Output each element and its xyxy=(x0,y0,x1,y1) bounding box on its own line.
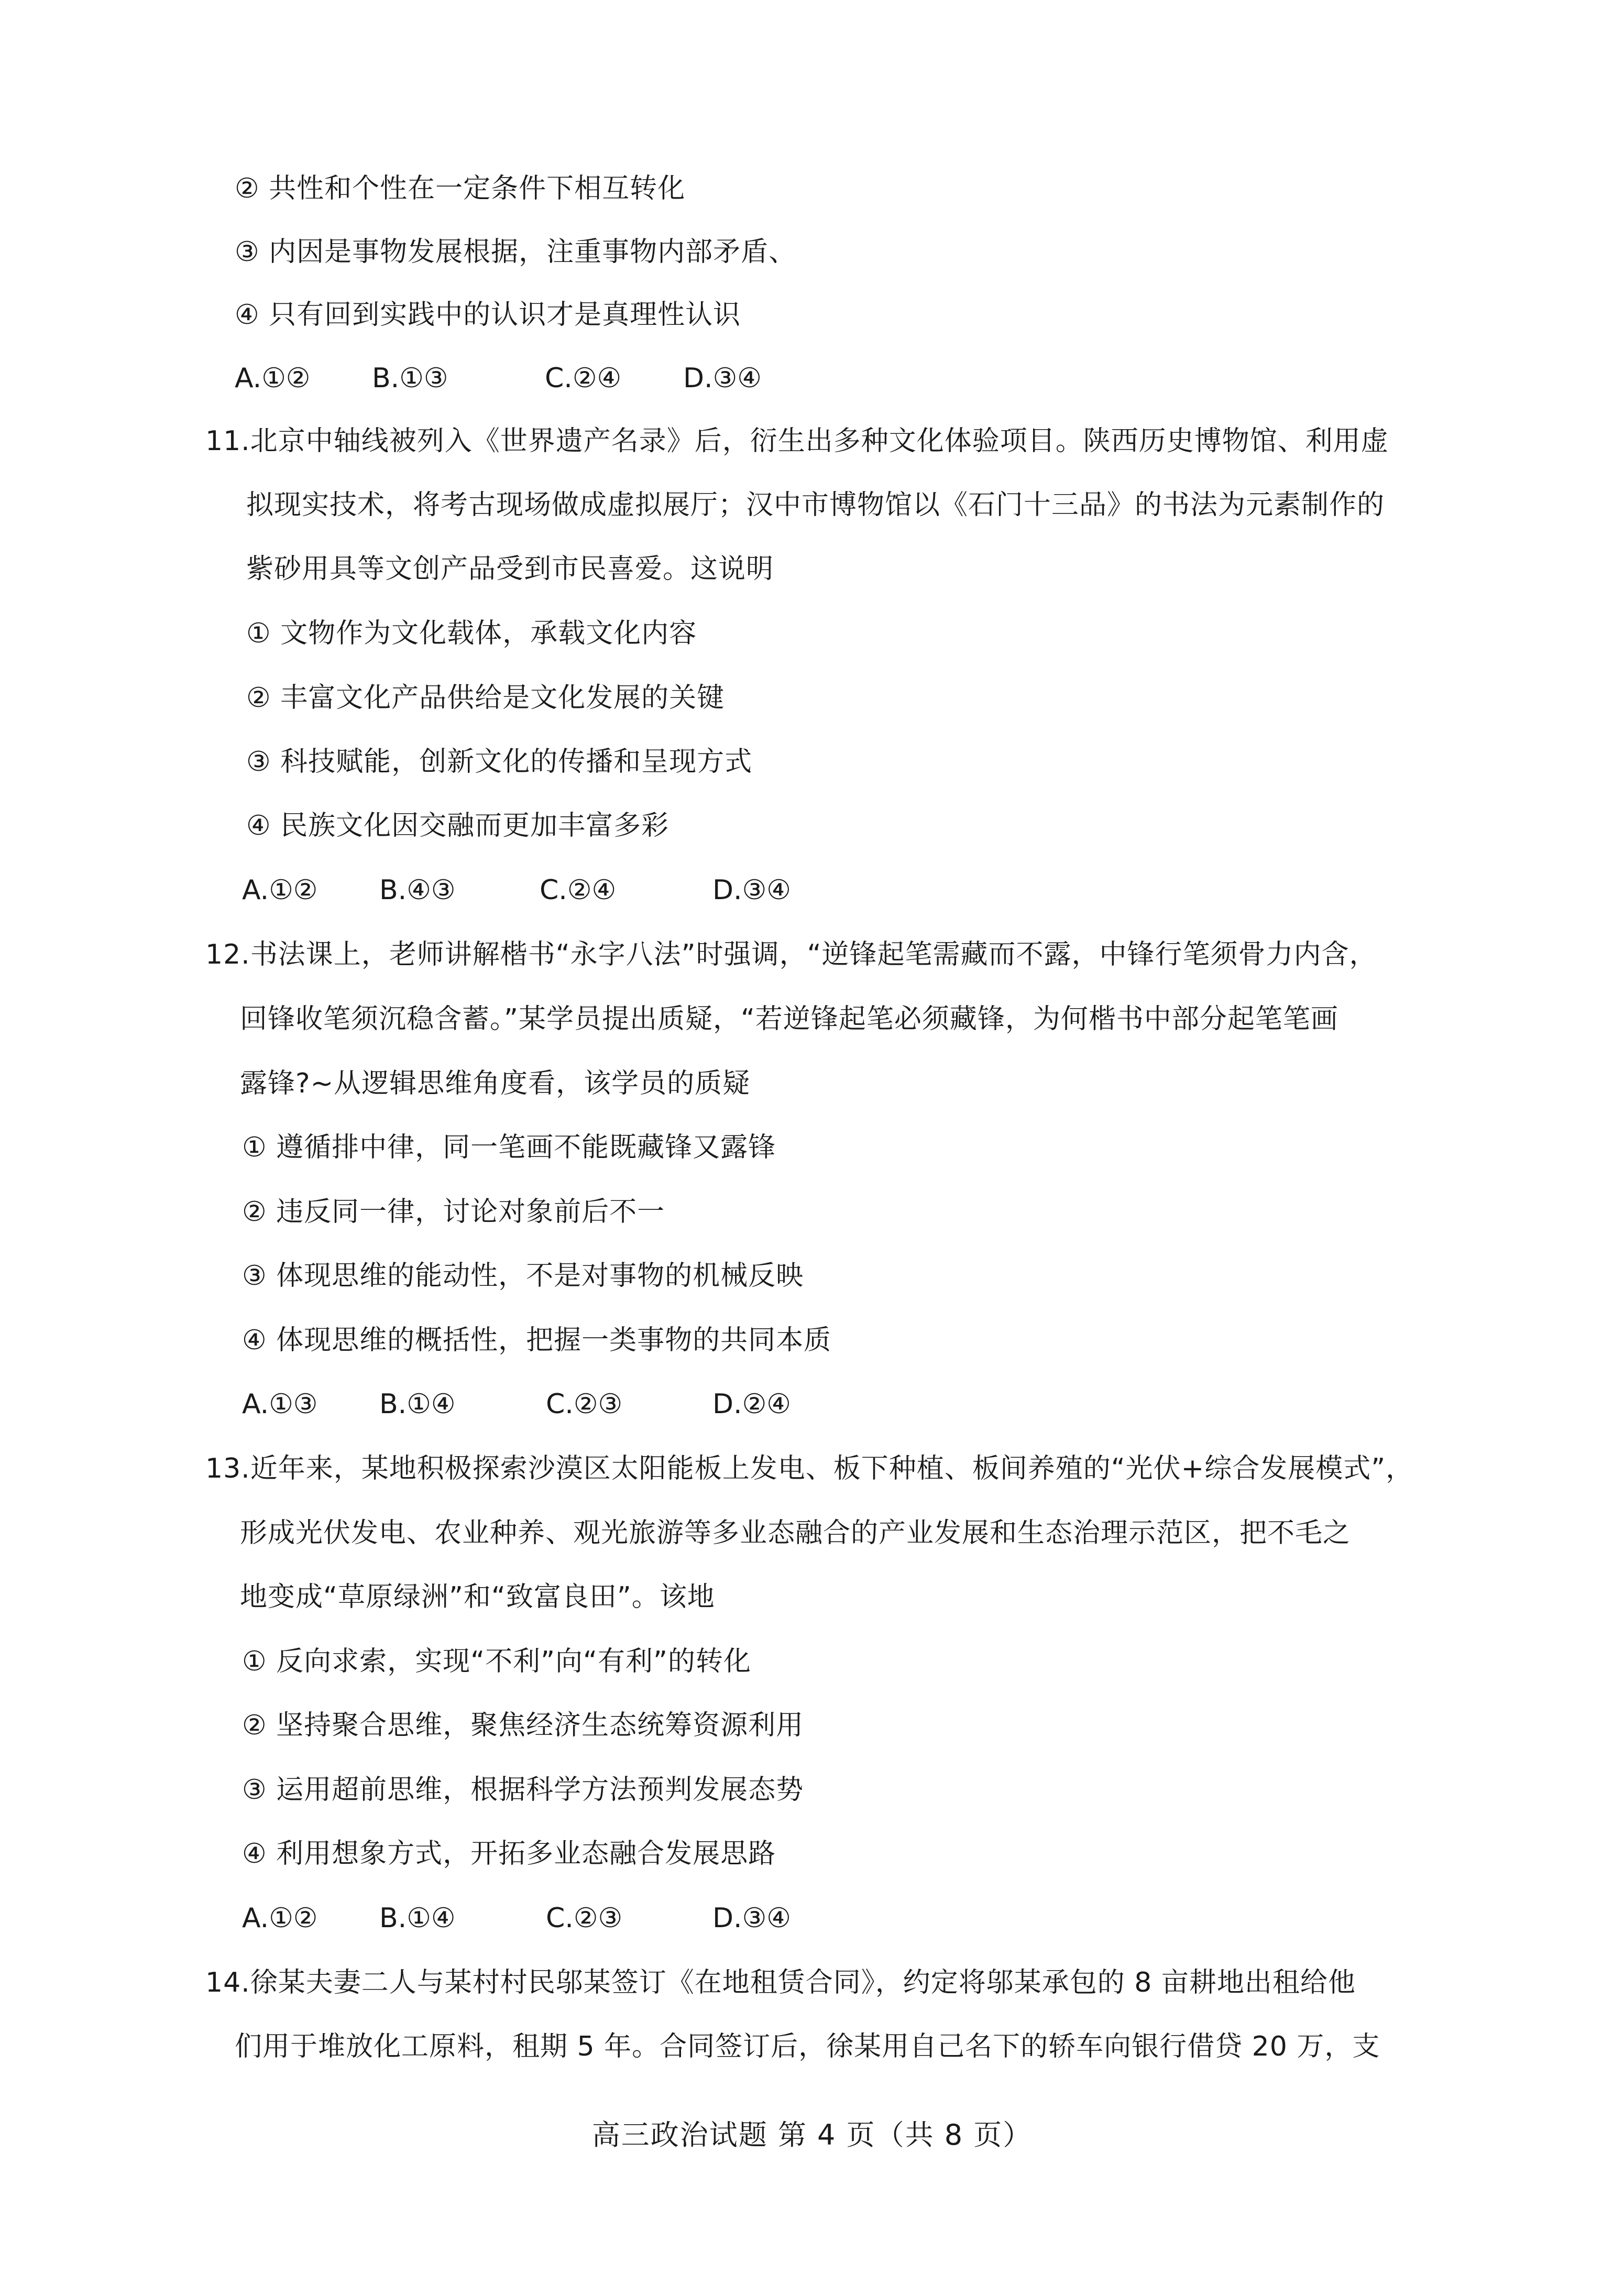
choice-a: A.①② xyxy=(242,1903,318,1934)
q13-stem-line-3: 地变成“草原绿洲”和“致富良田”。该地 xyxy=(240,1581,715,1613)
choice-b: B.①④ xyxy=(379,1389,456,1420)
q13-option-4: ④ 利用想象方式，开拓多业态融合发展思路 xyxy=(242,1838,776,1870)
choice-d: D.③④ xyxy=(683,363,762,394)
q12-option-2: ② 违反同一律，讨论对象前后不一 xyxy=(242,1196,665,1228)
q13-choices xyxy=(242,1901,923,1935)
q11-option-3: ③ 科技赋能，创新文化的传播和呈现方式 xyxy=(246,746,753,778)
prev-choices xyxy=(235,362,863,395)
page-footer: 高三政治试题 第 4 页（共 8 页） xyxy=(591,2118,1033,2151)
choice-a: A.①③ xyxy=(242,1389,318,1420)
choice-c: C.②③ xyxy=(546,1389,623,1420)
prev-option-2: ② 共性和个性在一定条件下相互转化 xyxy=(235,173,686,204)
q13-option-2: ② 坚持聚合思维，聚焦经济生态统筹资源利用 xyxy=(242,1710,804,1741)
q11-stem-line-1: 11.北京中轴线被列入《世界遗产名录》后，衍生出多种文化体验项目。陕西历史博物馆、利用虚 xyxy=(205,425,1389,457)
choice-c: C.②④ xyxy=(545,363,622,394)
choice-a: A.①② xyxy=(235,363,311,394)
q14-stem-line-2: 们用于堆放化工原料，租期 5 年。合同签订后，徐某用自己名下的轿车向银行借贷 20 万，支 xyxy=(235,2031,1380,2062)
q12-stem-line-2: 回锋收笔须沉稳含蓄。”某学员提出质疑，“若逆锋起笔必须藏锋，为何楷书中部分起笔笔画 xyxy=(240,1003,1338,1035)
q13-option-3: ③ 运用超前思维，根据科学方法预判发展态势 xyxy=(242,1774,804,1806)
q13-option-1: ① 反向求索，实现“不利”向“有利”的转化 xyxy=(242,1646,751,1677)
choice-c: C.②④ xyxy=(540,875,617,906)
q11-stem-line-2: 拟现实技术，将考古现场做成虚拟展厅；汉中市博物馆以《石门十三品》的书法为元素制作的 xyxy=(246,489,1385,521)
q12-stem-line-1: 12.书法课上，老师讲解楷书“永字八法”时强调，“逆锋起笔需藏而不露，中锋行笔须骨力内含， xyxy=(205,939,1377,970)
choice-d: D.③④ xyxy=(712,1903,791,1934)
choice-c: C.②③ xyxy=(546,1903,623,1934)
q13-stem-line-2: 形成光伏发电、农业种养、观光旅游等多业态融合的产业发展和生态治理示范区，把不毛之 xyxy=(240,1517,1351,1549)
q14-stem-line-1: 14.徐某夫妻二人与某村村民邬某签订《在地租赁合同》，约定将邬某承包的 8 亩耕地出租给他 xyxy=(205,1967,1356,1998)
choice-a: A.①② xyxy=(242,875,318,906)
q11-option-4: ④ 民族文化因交融而更加丰富多彩 xyxy=(246,810,670,842)
q12-choices xyxy=(242,1387,923,1421)
q12-stem-line-3: 露锋?~从逻辑思维角度看，该学员的质疑 xyxy=(240,1068,751,1099)
q12-option-1: ① 遵循排中律，同一笔画不能既藏锋又露锋 xyxy=(242,1132,776,1163)
prev-option-3: ③ 内因是事物发展根据，注重事物内部矛盾、 xyxy=(235,236,797,268)
prev-option-4: ④ 只有回到实践中的认识才是真理性认识 xyxy=(235,299,741,331)
choice-d: D.②④ xyxy=(712,1389,791,1420)
q11-stem-line-3: 紫砂用具等文创产品受到市民喜爱。这说明 xyxy=(246,553,774,585)
choice-d: D.③④ xyxy=(712,875,791,906)
choice-b: B.①③ xyxy=(372,363,448,394)
choice-b: B.①④ xyxy=(379,1903,456,1934)
q12-option-4: ④ 体现思维的概括性，把握一类事物的共同本质 xyxy=(242,1325,832,1356)
q13-stem-line-1: 13.近年来，某地积极探索沙漠区太阳能板上发电、板下种植、板间养殖的“光伏+综合发展模式”， xyxy=(205,1453,1414,1484)
q12-option-3: ③ 体现思维的能动性，不是对事物的机械反映 xyxy=(242,1260,804,1292)
q11-choices xyxy=(242,873,923,907)
choice-b: B.④③ xyxy=(379,875,456,906)
q11-option-2: ② 丰富文化产品供给是文化发展的关键 xyxy=(246,682,725,714)
q11-option-1: ① 文物作为文化载体，承载文化内容 xyxy=(246,618,697,649)
